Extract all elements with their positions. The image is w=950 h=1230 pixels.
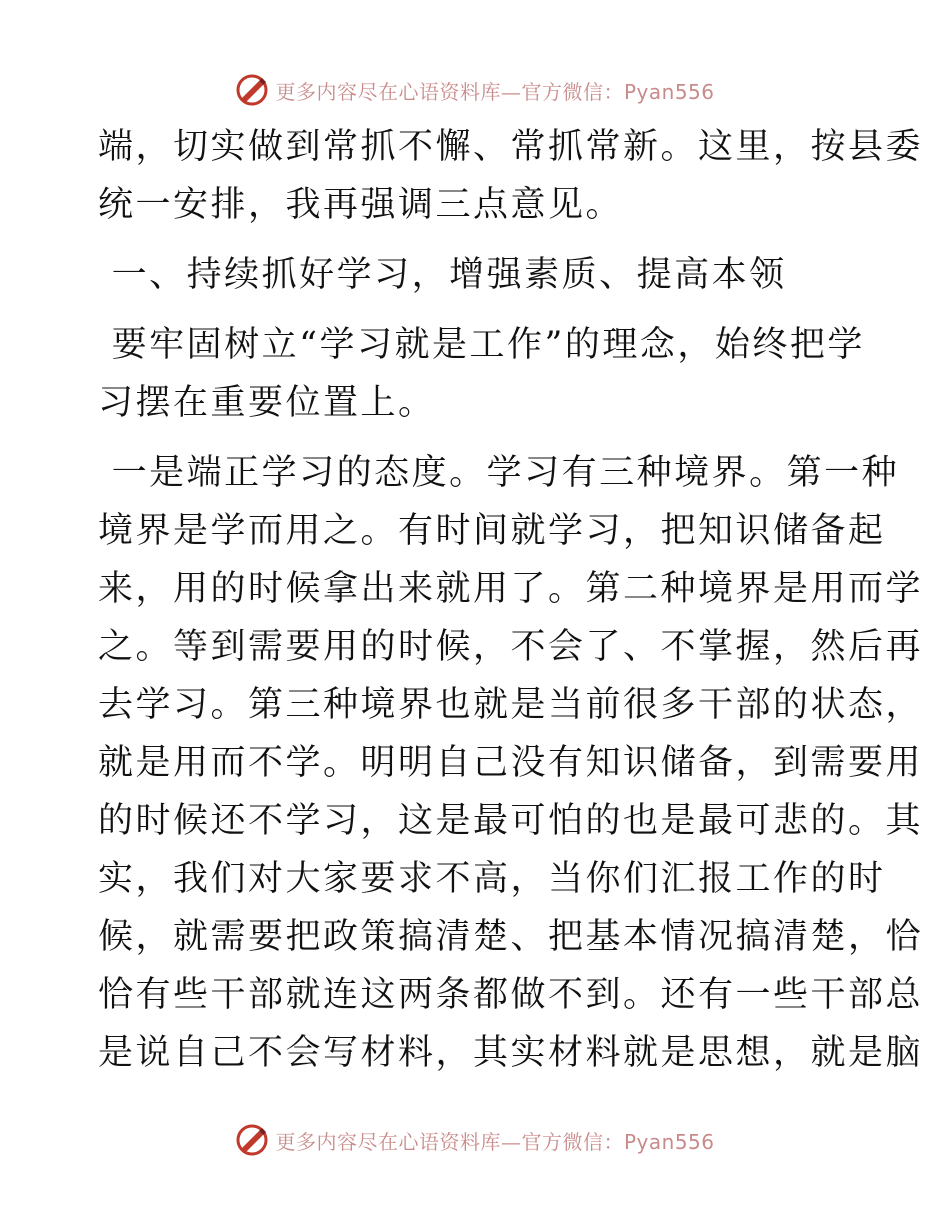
header-watermark	[0, 70, 950, 110]
text-line: 一、持续抓好学习，增强素质、提高本领	[98, 255, 787, 295]
footer-watermark	[0, 1120, 950, 1160]
document-body	[98, 118, 924, 1082]
text-line: 是说自己不会写材料，其实材料就是思想，就是脑	[98, 1033, 924, 1073]
section-heading	[98, 246, 858, 304]
text-line: 一是端正学习的态度。学习有三种境界。第一种	[98, 453, 900, 493]
pen-seal-logo-icon	[235, 1123, 269, 1157]
text-line: 去学习。第三种境界也就是当前很多干部的状态，	[98, 685, 924, 725]
text-line: 就是用而不学。明明自己没有知识储备，到需要用	[98, 743, 924, 783]
watermark-text: 更多内容尽在心语资料库—官方微信：Pyan556	[275, 1129, 715, 1154]
paragraph	[98, 316, 865, 432]
text-line: 统一安排，我再强调三点意见。	[98, 185, 624, 225]
watermark-text: 更多内容尽在心语资料库—官方微信：Pyan556	[275, 79, 715, 104]
text-line: 实，我们对大家要求不高，当你们汇报工作的时	[98, 859, 886, 899]
text-line: 恰有些干部就连这两条都做不到。还有一些干部总	[98, 975, 924, 1015]
text-line: 习摆在重要位置上。	[98, 383, 436, 423]
text-line: 要牢固树立“学习就是工作”的理念，始终把学	[98, 325, 865, 365]
text-line: 端，切实做到常抓不懈、常抓常新。这里，按县委	[98, 127, 924, 167]
text-line: 的时候还不学习，这是最可怕的也是最可悲的。其	[98, 801, 924, 841]
paragraph	[98, 118, 924, 234]
paragraph	[98, 444, 924, 1082]
pen-seal-logo-icon	[235, 73, 269, 107]
text-line: 来，用的时候拿出来就用了。第二种境界是用而学	[98, 569, 924, 609]
text-line: 境界是学而用之。有时间就学习，把知识储备起	[98, 511, 886, 551]
text-line: 之。等到需要用的时候，不会了、不掌握，然后再	[98, 627, 924, 667]
text-line: 候，就需要把政策搞清楚、把基本情况搞清楚，恰	[98, 917, 924, 957]
